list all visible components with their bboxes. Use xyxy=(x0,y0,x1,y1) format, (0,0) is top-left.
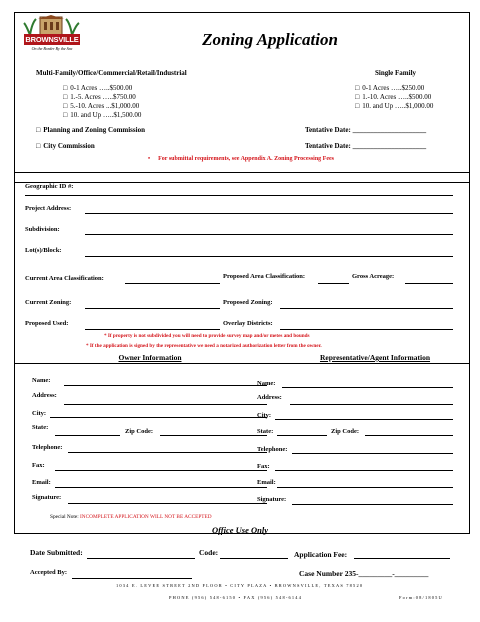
fee-checkbox-mf-2[interactable]: □ 5.-10. Acres ...$1,000.00 xyxy=(63,102,139,110)
owner-fax-label: Fax: xyxy=(32,462,45,469)
submittal-note-text: For submittal requirements, see Appendix A. Zoning Processing Fees xyxy=(158,156,335,162)
proposed-area-field[interactable] xyxy=(318,283,349,284)
agent-city-label: City: xyxy=(257,412,272,419)
agent-heading: Representative/Agent Information xyxy=(319,353,431,362)
code-label: Code: xyxy=(199,548,219,557)
page-title: Zoning Application xyxy=(202,30,338,49)
proposed-zoning-label: Proposed Zoning: xyxy=(223,299,273,306)
proposed-used-label: Proposed Used: xyxy=(25,320,69,327)
agent-fax-label: Fax: xyxy=(257,463,270,470)
footer-phone: PHONE (956) 548-6150 • FAX (956) 548-6144 xyxy=(169,595,303,600)
tentative-date-city[interactable]: Tentative Date: _____________________ xyxy=(305,142,427,150)
application-fee-field[interactable] xyxy=(354,558,450,559)
agent-zip-field[interactable] xyxy=(365,435,453,436)
owner-signature-label: Signature: xyxy=(32,494,62,501)
current-area-label: Current Area Classification: xyxy=(25,275,104,282)
fee-checkbox-mf-0[interactable]: □ 0-1 Acres …..$500.00 xyxy=(63,84,132,92)
owner-name-field[interactable] xyxy=(64,385,267,386)
agent-signature-label: Signature: xyxy=(257,496,287,503)
project-address-label: Project Address: xyxy=(25,205,72,212)
overlay-field[interactable] xyxy=(280,329,453,330)
owner-telephone-field[interactable] xyxy=(68,452,267,453)
geo-id-field[interactable] xyxy=(25,195,453,196)
special-note-text: INCOMPLETE APPLICATION WILL NOT BE ACCEPTED xyxy=(80,514,212,520)
geo-id-label: Geographic ID #: xyxy=(25,183,74,190)
city-commission-checkbox[interactable]: □ City Commission xyxy=(36,142,95,150)
tentative-date-planning[interactable]: Tentative Date: _____________________ xyxy=(305,126,427,134)
owner-address-field[interactable] xyxy=(64,404,267,405)
owner-state-label: State: xyxy=(32,424,49,431)
owner-fax-field[interactable] xyxy=(55,470,267,471)
current-area-field[interactable] xyxy=(125,283,220,284)
submittal-note xyxy=(148,156,334,162)
single-family-heading: Single Family xyxy=(375,69,417,77)
gross-acreage-field[interactable] xyxy=(405,283,453,284)
multi-family-heading: Multi-Family/Office/Commercial/Retail/Industrial xyxy=(36,69,187,77)
fee-checkbox-mf-1[interactable]: □ 1.-5. Acres …..$750.00 xyxy=(63,93,136,101)
agent-address-label: Address: xyxy=(257,394,282,401)
fee-checkbox-sf-2[interactable]: □ 10. and Up …..$1,000.00 xyxy=(355,102,433,110)
city-logo xyxy=(22,15,82,55)
current-zoning-label: Current Zoning: xyxy=(25,299,72,306)
special-note xyxy=(50,514,212,520)
agent-email-field[interactable] xyxy=(277,487,453,488)
agent-address-field[interactable] xyxy=(290,404,453,405)
date-submitted-label: Date Submitted: xyxy=(30,548,83,557)
owner-city-field[interactable] xyxy=(50,417,267,418)
project-address-field[interactable] xyxy=(85,213,453,214)
case-number[interactable]: Case Number 235-_________-_________ xyxy=(299,569,429,578)
owner-email-field[interactable] xyxy=(55,487,267,488)
code-field[interactable] xyxy=(220,558,288,559)
proposed-used-field[interactable] xyxy=(85,329,220,330)
agent-city-field[interactable] xyxy=(275,419,453,420)
subdivision-label: Subdivision: xyxy=(25,226,60,233)
section-divider xyxy=(14,363,470,364)
agent-name-label: Name: xyxy=(257,380,276,387)
fee-checkbox-sf-0[interactable]: □ 0-1 Acres …..$250.00 xyxy=(355,84,424,92)
agent-state-label: State: xyxy=(257,428,274,435)
agent-state-field[interactable] xyxy=(277,435,327,436)
owner-name-label: Name: xyxy=(32,377,51,384)
subdivision-field[interactable] xyxy=(85,234,453,235)
owner-zip-field[interactable] xyxy=(160,435,267,436)
agent-zip-label: Zip Code: xyxy=(331,428,359,435)
notarized-warning: * If the application is signed by the representative we need a notarized authorization letter from the owner. xyxy=(86,343,322,349)
current-zoning-field[interactable] xyxy=(85,308,220,309)
special-note-prefix: Special Note: xyxy=(50,514,79,520)
gross-acreage-label: Gross Acreage: xyxy=(352,273,395,280)
agent-signature-field[interactable] xyxy=(292,504,453,505)
proposed-zoning-field[interactable] xyxy=(280,308,453,309)
footer-address: 1034 E. LEVEE STREET 2ND FLOOR • CITY PLAZA • BROWNSVILLE, TEXAS 78520 xyxy=(116,583,364,588)
agent-fax-field[interactable] xyxy=(275,470,453,471)
owner-telephone-label: Telephone: xyxy=(32,444,63,451)
logo-tagline: On the Border By the Sea xyxy=(31,46,73,51)
agent-email-label: Email: xyxy=(257,479,276,486)
owner-email-label: Email: xyxy=(32,479,51,486)
owner-address-label: Address: xyxy=(32,392,57,399)
survey-warning: * If property is not subdivided you will need to provide survey map and/or metes and bounds xyxy=(104,333,310,339)
fee-checkbox-sf-1[interactable]: □ 1.-10. Acres …..$500.00 xyxy=(355,93,431,101)
agent-telephone-label: Telephone: xyxy=(257,446,288,453)
accepted-by-field[interactable] xyxy=(72,578,192,579)
date-submitted-field[interactable] xyxy=(87,558,195,559)
owner-city-label: City: xyxy=(32,410,47,417)
application-fee-label: Application Fee: xyxy=(294,550,348,559)
planning-commission-checkbox[interactable]: □ Planning and Zoning Commission xyxy=(36,126,145,134)
owner-state-field[interactable] xyxy=(55,435,120,436)
office-use-heading: Office Use Only xyxy=(211,525,269,535)
fee-checkbox-mf-3[interactable]: □ 10. and Up …..$1,500.00 xyxy=(63,111,141,119)
footer-form: Form:08/1805U xyxy=(399,595,443,600)
lots-field[interactable] xyxy=(85,256,453,257)
overlay-label: Overlay Districts: xyxy=(223,320,273,327)
agent-name-field[interactable] xyxy=(282,387,453,388)
owner-zip-label: Zip Code: xyxy=(125,428,153,435)
logo-text: BROWNSVILLE xyxy=(25,35,79,44)
owner-heading: Owner Information xyxy=(118,353,182,362)
agent-telephone-field[interactable] xyxy=(292,453,453,454)
owner-signature-field[interactable] xyxy=(68,503,267,504)
lots-label: Lot(s)/Block: xyxy=(25,247,62,254)
proposed-area-label: Proposed Area Classification: xyxy=(223,273,306,280)
accepted-by-label: Accepted By: xyxy=(30,569,68,576)
bullet-icon: • xyxy=(148,156,151,162)
